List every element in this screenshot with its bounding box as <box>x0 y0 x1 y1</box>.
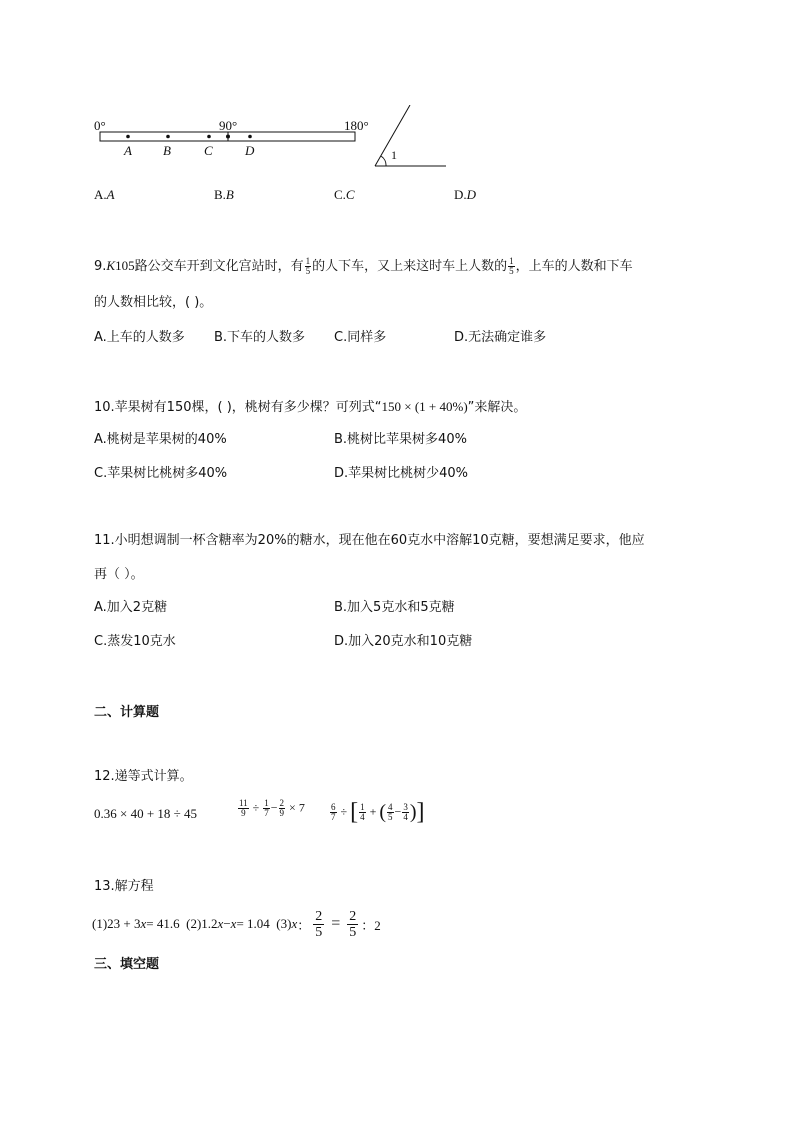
fraction-denominator: 5 <box>388 812 393 822</box>
fraction <box>347 909 358 940</box>
expression-tail: × 7 <box>289 800 305 815</box>
q8-option-b[interactable] <box>214 186 234 204</box>
ruler-diagram <box>90 105 470 170</box>
equation-3-tail: ：2 <box>361 917 381 933</box>
q9-number: 9. <box>94 259 107 274</box>
fraction <box>402 803 409 822</box>
q13-equations <box>92 904 381 944</box>
left-bracket: [ <box>350 799 359 825</box>
fraction-numerator: 1 <box>264 798 269 808</box>
fraction-numerator: 11 <box>239 798 248 808</box>
ruler-label-0: 0° <box>94 118 106 133</box>
q9-option-a[interactable]: A.上车的人数多 <box>94 330 185 345</box>
q9-line1 <box>94 257 633 276</box>
ruler-label-180: 180° <box>344 118 369 133</box>
q9-route-number: 105 <box>115 258 135 273</box>
fraction-numerator: 2 <box>349 908 357 924</box>
fraction-denominator: 5 <box>349 924 357 940</box>
fraction-denominator: 9 <box>279 808 285 818</box>
variable-x: x <box>291 916 298 931</box>
fraction-denominator: 5 <box>305 266 311 276</box>
q10-text-a: 10.苹果树有150棵，( )，桃树有多少棵？可列式“ <box>94 400 382 415</box>
equation-1-part-a: (1)23 + 3 <box>92 916 141 931</box>
angle-label: 1 <box>391 148 397 162</box>
fraction-numerator: 6 <box>331 802 336 812</box>
section-heading-calculation: 二、计算题 <box>94 705 160 720</box>
operator: − <box>270 800 278 815</box>
q9-option-c[interactable]: C.同样多 <box>334 330 387 345</box>
fraction-denominator: 7 <box>264 808 269 818</box>
q11-option-c[interactable]: C.蒸发10克水 <box>94 634 176 649</box>
q10-option-a[interactable]: A.桃树是苹果树的40% <box>94 432 227 447</box>
fraction-numerator: 1 <box>360 802 365 812</box>
q9-route-letter: K <box>106 258 116 273</box>
equals-sign: = <box>331 915 341 932</box>
q9-option-d[interactable]: D.无法确定谁多 <box>454 330 547 345</box>
q11-option-d[interactable]: D.加入20克水和10克糖 <box>334 634 473 649</box>
q11-line2: 再（ ）。 <box>94 567 144 582</box>
fraction-numerator: 3 <box>403 802 408 812</box>
equation-3-part-a: (3) <box>269 916 292 931</box>
fraction <box>238 799 249 818</box>
ratio-colon: ： <box>297 917 311 933</box>
point-label-c: C <box>204 143 213 158</box>
q9-text-3: ，上车的人数和下车 <box>515 259 633 274</box>
q10-stem <box>94 398 526 417</box>
q11-option-a[interactable]: A.加入2克糖 <box>94 600 168 615</box>
operator: + <box>369 804 377 819</box>
fraction <box>263 799 270 818</box>
q12-expression-2 <box>237 799 305 818</box>
left-paren: ( <box>379 801 387 823</box>
q8-option-a[interactable] <box>94 186 115 204</box>
option-letter: C. <box>334 187 346 202</box>
fraction-numerator: 2 <box>315 908 323 924</box>
q10-option-b[interactable]: B.桃树比苹果树多40% <box>334 432 467 447</box>
q9-fraction-2 <box>508 257 515 276</box>
fraction-denominator: 5 <box>315 924 323 940</box>
q9-text-2: 的人下车，又上来这时车上人数的 <box>312 259 508 274</box>
operator: − <box>394 804 402 819</box>
fraction-denominator: 9 <box>241 808 246 818</box>
fraction-denominator: 5 <box>509 266 514 276</box>
fraction-denominator: 4 <box>403 812 408 822</box>
option-value: D <box>466 187 477 202</box>
fraction-numerator: 4 <box>388 802 393 812</box>
variable-x: x <box>230 916 237 931</box>
fraction <box>279 799 286 818</box>
q12-expression-3 <box>329 799 425 826</box>
q9-line2: 的人数相比较，( )。 <box>94 295 213 310</box>
q11-line1: 11.小明想调制一杯含糖率为20%的糖水，现在他在60克水中溶解10克糖，要想满足要求，他应 <box>94 533 645 548</box>
fraction-numerator: 1 <box>305 256 311 266</box>
equation-1-part-b: = 41.6 <box>146 916 180 931</box>
q8-option-d[interactable] <box>454 186 476 204</box>
equation-2-part-b: = 1.04 <box>236 916 270 931</box>
q12-title: 12.递等式计算。 <box>94 769 193 784</box>
fraction <box>313 909 324 940</box>
option-value: C <box>345 187 355 202</box>
point-label-b: B <box>163 143 171 158</box>
equation-2-part-a: (2)1.2 <box>179 916 218 931</box>
operator: ÷ <box>340 804 348 819</box>
q9-fraction-1 <box>305 257 312 276</box>
right-bracket: ] <box>416 799 425 825</box>
equation-2-minus: − <box>223 916 231 931</box>
option-value: B <box>225 187 234 202</box>
q9-text-1: 路公交车开到文化宫站时，有 <box>134 259 304 274</box>
fraction <box>387 803 394 822</box>
option-letter: A. <box>94 187 107 202</box>
fraction <box>359 803 366 822</box>
q9-option-b[interactable]: B.下车的人数多 <box>214 330 306 345</box>
option-value: A <box>106 187 115 202</box>
q8-option-c[interactable] <box>334 186 355 204</box>
q12-expression-1: 0.36 × 40 + 18 ÷ 45 <box>94 806 198 821</box>
operator: ÷ <box>252 800 260 815</box>
q10-option-c[interactable]: C.苹果树比桃树多40% <box>94 466 228 481</box>
option-letter: D. <box>454 187 467 202</box>
q10-option-d[interactable]: D.苹果树比桃树少40% <box>334 466 469 481</box>
fraction <box>330 803 337 822</box>
right-paren: ) <box>409 801 417 823</box>
q10-formula: 150 × (1 + 40%) <box>381 399 468 414</box>
variable-x: x <box>140 916 147 931</box>
q10-text-b: ”来解决。 <box>467 400 527 415</box>
point-label-a: A <box>124 143 132 158</box>
fraction-numerator: 2 <box>279 798 285 808</box>
q11-option-b[interactable]: B.加入5克水和5克糖 <box>334 600 455 615</box>
option-letter: B. <box>214 187 226 202</box>
fraction-numerator: 1 <box>509 256 514 266</box>
fraction-denominator: 4 <box>360 812 365 822</box>
point-label-d: D <box>245 143 255 158</box>
ruler-label-90: 90° <box>219 118 238 133</box>
fraction-denominator: 7 <box>331 812 336 822</box>
section-heading-fill-in: 三、填空题 <box>94 957 160 972</box>
variable-x: x <box>217 916 224 931</box>
q13-title: 13.解方程 <box>94 879 154 894</box>
